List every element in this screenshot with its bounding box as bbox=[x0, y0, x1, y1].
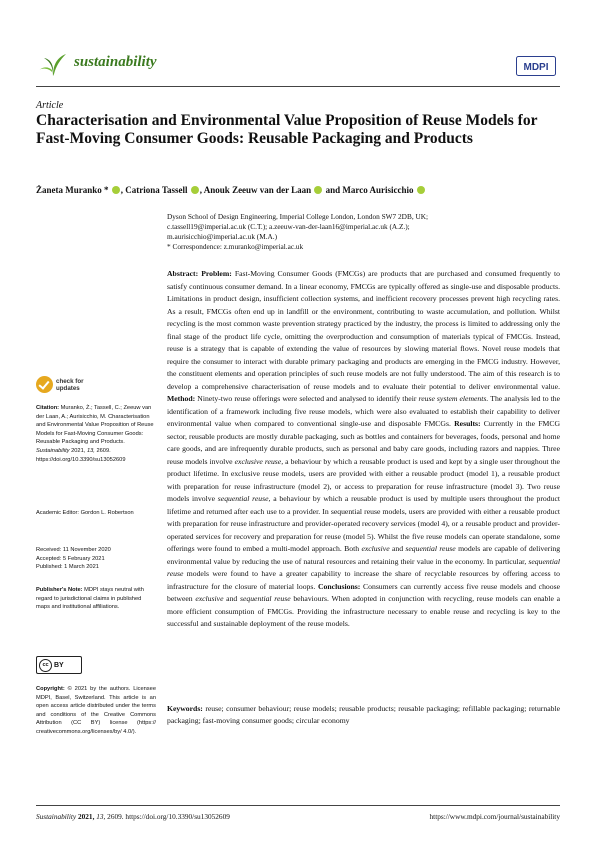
publisher-note: Publisher's Note: MDPI stays neutral with regard to jurisdictional claims in published maps and institutional affiliations. bbox=[36, 587, 144, 611]
footer-rule bbox=[36, 805, 560, 806]
footer-citation: Sustainability 2021, 13, 2609. https://doi.org/10.3390/su13052609 bbox=[36, 812, 230, 821]
orcid-icon[interactable] bbox=[191, 186, 199, 194]
affiliations: Dyson School of Design Engineering, Imperial College London, London SW7 2DB, UK; c.tassell19@imperial.ac.uk (C.T.); a.zeeuw-van-der-laan16@imperial.ac.uk (A.Z.); m.aurisicchio@imperial.ac.uk (M.A.) * Correspondence: z.muranko@imperial.ac.uk bbox=[167, 212, 560, 252]
cc-by-license-icon[interactable]: cc BY bbox=[36, 656, 82, 674]
publication-dates: Received: 11 November 2020 Accepted: 5 February 2021 Published: 1 March 2021 bbox=[36, 547, 111, 571]
copyright: Copyright: © 2021 by the authors. Licensee MDPI, Basel, Switzerland. This article is an open access article distributed under the terms and conditions of the Creative Commons Attribution (CC BY) license (https:// creativecommons.org/licenses/by/ 4.0/). bbox=[36, 686, 156, 735]
author-1[interactable]: Żaneta Muranko bbox=[36, 185, 102, 195]
abstract: Abstract: Problem: Fast-Moving Consumer Goods (FMCGs) are products that are purchased and consumed frequently to satisfy continuous consumer demand. In a linear economy, FMCGs are typically offered as single-use and disposable products. Limitations in product design, insufficient collection systems, and inefficient recovery processes prevent high recycling rates. As a result, FMCGs often end up in landfill or the environment, contributing to waste accumulation, and pollution. Whilst recycling is the most common waste prevention strategy practiced by the industry, the process is limited to addressing only the final stage of the product life cycle, omitting the overproduction and consumption of materials typical of FMCGs. Instead, reuse is a strategy that is capable of extending the value of resources by slowing material flows. Novel reuse models that require the consumer to interact with durable primary packaging and products are emerging in the FMCG industry. However, the constituent elements and operation principles of such reuse models are not fully understood. The aim of this research is to develop a comprehensive characterisation of reuse models and to evaluate their potential to deliver environmental value. Method: Ninety-two reuse offerings were selected and analysed to identify their reuse system elements. The analysis led to the identification of a framework including five reuse models, which were also evaluated to establish their capability to deliver environmental value when compared to conventional single-use and disposable FMCGs. Results: Currently in the FMCG sector, reusable products are mostly durable packaging, such as bottles and containers for beverages, foods, personal and home care goods, and are infrequently durable products, such as personal and baby care goods, including razors and nappies. Three reuse models involve exclusive reuse, a behaviour by which a reusable product is used and kept by a single user throughout the product lifetime. In exclusive reuse models, users are provided with either a reusable product (model 1), a reusable product with preparation for reuse infrastructure (model 2), or access to preparation for reuse infrastructure (model 3). Two reuse models involve sequential reuse, a behaviour by which a reusable product is used by multiple users throughout the product lifetime and returned after each use to a provider. In sequential reuse models, users are provided with either a reusable product with preparation for reuse infrastructure and provider-operated recovery services (model 4), or a reusable product and provider-operated services for recovery and preparation for reuse (model 5). Whilst the five reuse models can operate standalone, some offerings were found to embed a multi-model approach. Both exclusive and sequential reuse models are capable of delivering environmental value by reducing the use of natural resources and retaining their value in the economy. In particular, sequential reuse models were found to have a greater capability to increase the share of recyclable resources by offering access to infrastructure for the closure of material loops. Conclusions: Consumers can currently access five reuse models and choose between exclusive and sequential reuse behaviours. When adopted in conjunction with recycling, reuse models can enable a more efficient consumption of FMCGs. Providing the infrastructure necessary to enable reuse and recycling is key to the successful and sustainable deployment of the reuse models. bbox=[167, 269, 560, 629]
check-for-updates[interactable]: check for updates bbox=[36, 374, 156, 398]
journal-name: sustainability bbox=[74, 54, 157, 70]
check-updates-icon bbox=[36, 376, 53, 393]
author-4[interactable]: Marco Aurisicchio bbox=[342, 185, 414, 195]
correspondence: * Correspondence: z.muranko@imperial.ac.uk bbox=[167, 242, 304, 251]
citation: Citation: Muranko, Ż.; Tassell, C.; Zeeuw van der Laan, A.; Aurisicchio, M. Characterisation and Environmental Value Proposition of Reuse Models for Fast-Moving Consumer Goods: Reusable Packaging and Products. Sustainability 2021, 13, 2609. https://doi.org/10.3390/su13052609 bbox=[36, 405, 154, 463]
article-type: Article bbox=[36, 100, 64, 111]
page-footer bbox=[36, 812, 560, 821]
header-rule bbox=[36, 86, 560, 87]
mdpi-logo bbox=[516, 56, 556, 76]
footer-journal-url[interactable]: https://www.mdpi.com/journal/sustainability bbox=[429, 812, 560, 821]
article-title: Characterisation and Environmental Value Proposition of Reuse Models for Fast-Moving Consumer Goods: Reusable Packaging and Products bbox=[36, 112, 538, 147]
journal-logo-icon bbox=[36, 46, 70, 80]
svg-text:MDPI: MDPI bbox=[523, 62, 549, 73]
orcid-icon[interactable] bbox=[417, 186, 425, 194]
orcid-icon[interactable] bbox=[314, 186, 322, 194]
keywords: Keywords: reuse; consumer behaviour; reuse models; reusable products; reusable packaging; refillable packaging; returnable packaging; fast-moving consumer goods; circular economy bbox=[167, 704, 560, 725]
orcid-icon[interactable] bbox=[112, 186, 120, 194]
author-3[interactable]: Anouk Zeeuw van der Laan bbox=[203, 185, 312, 195]
author-list: Żaneta Muranko * , Catriona Tassell , Anouk Zeeuw van der Laan and Marco Aurisicchio bbox=[36, 185, 426, 195]
author-2[interactable]: Catriona Tassell bbox=[125, 185, 188, 195]
academic-editor: Academic Editor: Gordon L. Robertson bbox=[36, 510, 134, 516]
